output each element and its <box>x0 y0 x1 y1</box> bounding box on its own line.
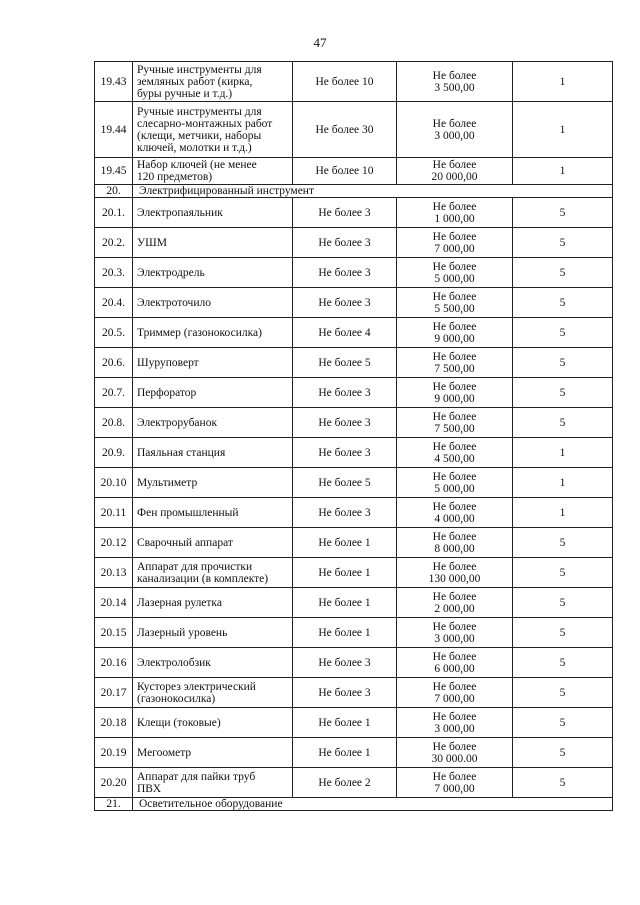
item-quantity: Не более 1 <box>293 618 397 648</box>
row-number: 20.11 <box>95 498 133 528</box>
item-quantity: Не более 3 <box>293 408 397 438</box>
row-number: 20.4. <box>95 288 133 318</box>
row-number: 20.2. <box>95 228 133 258</box>
table-row <box>95 258 613 288</box>
table-row <box>95 158 613 185</box>
item-quantity: Не более 1 <box>293 528 397 558</box>
section-title: Осветительное оборудование <box>133 798 613 811</box>
item-term: 5 <box>513 678 613 708</box>
item-price: Не более 20 000,00 <box>397 158 513 185</box>
item-term: 5 <box>513 768 613 798</box>
item-name: Лазерный уровень <box>133 618 293 648</box>
item-quantity: Не более 5 <box>293 468 397 498</box>
item-quantity: Не более 4 <box>293 318 397 348</box>
item-quantity: Не более 30 <box>293 102 397 158</box>
item-name: Сварочный аппарат <box>133 528 293 558</box>
item-term: 5 <box>513 648 613 678</box>
item-name: Шуруповерт <box>133 348 293 378</box>
table-row <box>95 102 613 158</box>
table-row <box>95 348 613 378</box>
item-term: 1 <box>513 468 613 498</box>
row-number: 20.12 <box>95 528 133 558</box>
item-term: 1 <box>513 158 613 185</box>
item-term: 5 <box>513 348 613 378</box>
item-name: Паяльная станция <box>133 438 293 468</box>
item-price: Не более 7 500,00 <box>397 348 513 378</box>
item-name: Мультиметр <box>133 468 293 498</box>
table-row <box>95 498 613 528</box>
row-number: 20.18 <box>95 708 133 738</box>
item-name: Ручные инструменты для слесарно-монтажных работ (клещи, метчики, наборы ключей, молотки и т.д.) <box>133 102 293 158</box>
item-name: УШМ <box>133 228 293 258</box>
page-number: 47 <box>313 35 327 50</box>
item-price: Не более 9 000,00 <box>397 378 513 408</box>
item-quantity: Не более 3 <box>293 288 397 318</box>
item-name: Клещи (токовые) <box>133 708 293 738</box>
item-term: 1 <box>513 498 613 528</box>
row-number: 19.43 <box>95 62 133 102</box>
item-price: Не более 30 000.00 <box>397 738 513 768</box>
table-row <box>95 768 613 798</box>
item-quantity: Не более 1 <box>293 558 397 588</box>
row-number: 20.17 <box>95 678 133 708</box>
item-quantity: Не более 1 <box>293 708 397 738</box>
item-name: Мегоометр <box>133 738 293 768</box>
row-number: 20. <box>95 185 133 198</box>
item-name: Аппарат для пайки труб ПВХ <box>133 768 293 798</box>
item-name: Ручные инструменты для земляных работ (кирка, буры ручные и т.д.) <box>133 62 293 102</box>
table-row <box>95 288 613 318</box>
row-number: 20.19 <box>95 738 133 768</box>
item-term: 5 <box>513 558 613 588</box>
item-name: Электрорубанок <box>133 408 293 438</box>
table-row <box>95 708 613 738</box>
item-price: Не более 8 000,00 <box>397 528 513 558</box>
table-row <box>95 318 613 348</box>
item-price: Не более 7 000,00 <box>397 228 513 258</box>
table-row <box>95 528 613 558</box>
row-number: 20.8. <box>95 408 133 438</box>
table-row <box>95 648 613 678</box>
table-row <box>95 378 613 408</box>
item-quantity: Не более 3 <box>293 228 397 258</box>
item-quantity: Не более 5 <box>293 348 397 378</box>
item-price: Не более 3 000,00 <box>397 618 513 648</box>
item-term: 5 <box>513 318 613 348</box>
item-price: Не более 7 000,00 <box>397 768 513 798</box>
item-quantity: Не более 2 <box>293 768 397 798</box>
item-price: Не более 6 000,00 <box>397 648 513 678</box>
table-row <box>95 228 613 258</box>
item-term: 5 <box>513 288 613 318</box>
table-row <box>95 408 613 438</box>
item-term: 1 <box>513 438 613 468</box>
item-quantity: Не более 3 <box>293 648 397 678</box>
item-term: 5 <box>513 408 613 438</box>
item-quantity: Не более 1 <box>293 588 397 618</box>
item-price: Не более 7 000,00 <box>397 678 513 708</box>
item-term: 5 <box>513 708 613 738</box>
item-quantity: Не более 3 <box>293 198 397 228</box>
item-quantity: Не более 10 <box>293 158 397 185</box>
row-number: 19.45 <box>95 158 133 185</box>
item-name: Кусторез электрический (газонокосилка) <box>133 678 293 708</box>
item-price: Не более 3 000,00 <box>397 102 513 158</box>
row-number: 21. <box>95 798 133 811</box>
row-number: 20.6. <box>95 348 133 378</box>
item-term: 5 <box>513 378 613 408</box>
item-price: Не более 130 000,00 <box>397 558 513 588</box>
table-row <box>95 468 613 498</box>
item-name: Набор ключей (не менее 120 предметов) <box>133 158 293 185</box>
item-price: Не более 2 000,00 <box>397 588 513 618</box>
item-term: 5 <box>513 738 613 768</box>
item-quantity: Не более 3 <box>293 258 397 288</box>
item-term: 5 <box>513 618 613 648</box>
item-term: 5 <box>513 198 613 228</box>
row-number: 20.9. <box>95 438 133 468</box>
item-term: 5 <box>513 528 613 558</box>
item-quantity: Не более 1 <box>293 738 397 768</box>
item-price: Не более 5 000,00 <box>397 468 513 498</box>
item-term: 1 <box>513 102 613 158</box>
row-number: 20.3. <box>95 258 133 288</box>
row-number: 20.15 <box>95 618 133 648</box>
table-row <box>95 62 613 102</box>
item-name: Электроточило <box>133 288 293 318</box>
item-quantity: Не более 3 <box>293 378 397 408</box>
item-price: Не более 4 500,00 <box>397 438 513 468</box>
section-title: Электрифицированный инструмент <box>133 185 613 198</box>
item-name: Электролобзик <box>133 648 293 678</box>
item-price: Не более 3 500,00 <box>397 62 513 102</box>
row-number: 20.20 <box>95 768 133 798</box>
row-number: 20.10 <box>95 468 133 498</box>
item-name: Электропаяльник <box>133 198 293 228</box>
item-name: Аппарат для прочистки канализации (в комплекте) <box>133 558 293 588</box>
item-term: 5 <box>513 588 613 618</box>
item-quantity: Не более 3 <box>293 678 397 708</box>
item-quantity: Не более 3 <box>293 438 397 468</box>
item-price: Не более 9 000,00 <box>397 318 513 348</box>
equipment-table <box>94 61 613 811</box>
section-row <box>95 798 613 811</box>
row-number: 20.1. <box>95 198 133 228</box>
item-price: Не более 5 000,00 <box>397 258 513 288</box>
item-name: Перфоратор <box>133 378 293 408</box>
item-price: Не более 3 000,00 <box>397 708 513 738</box>
item-price: Не более 7 500,00 <box>397 408 513 438</box>
item-price: Не более 5 500,00 <box>397 288 513 318</box>
item-price: Не более 1 000,00 <box>397 198 513 228</box>
section-row <box>95 185 613 198</box>
item-term: 5 <box>513 258 613 288</box>
item-name: Электродрель <box>133 258 293 288</box>
item-quantity: Не более 3 <box>293 498 397 528</box>
item-term: 5 <box>513 228 613 258</box>
table-row <box>95 678 613 708</box>
table-row <box>95 558 613 588</box>
item-price: Не более 4 000,00 <box>397 498 513 528</box>
table-row <box>95 588 613 618</box>
item-name: Триммер (газонокосилка) <box>133 318 293 348</box>
table-row <box>95 198 613 228</box>
table-row <box>95 618 613 648</box>
item-quantity: Не более 10 <box>293 62 397 102</box>
item-term: 1 <box>513 62 613 102</box>
table-row <box>95 738 613 768</box>
row-number: 19.44 <box>95 102 133 158</box>
row-number: 20.13 <box>95 558 133 588</box>
item-name: Лазерная рулетка <box>133 588 293 618</box>
row-number: 20.14 <box>95 588 133 618</box>
item-name: Фен промышленный <box>133 498 293 528</box>
table-row <box>95 438 613 468</box>
row-number: 20.5. <box>95 318 133 348</box>
row-number: 20.16 <box>95 648 133 678</box>
row-number: 20.7. <box>95 378 133 408</box>
